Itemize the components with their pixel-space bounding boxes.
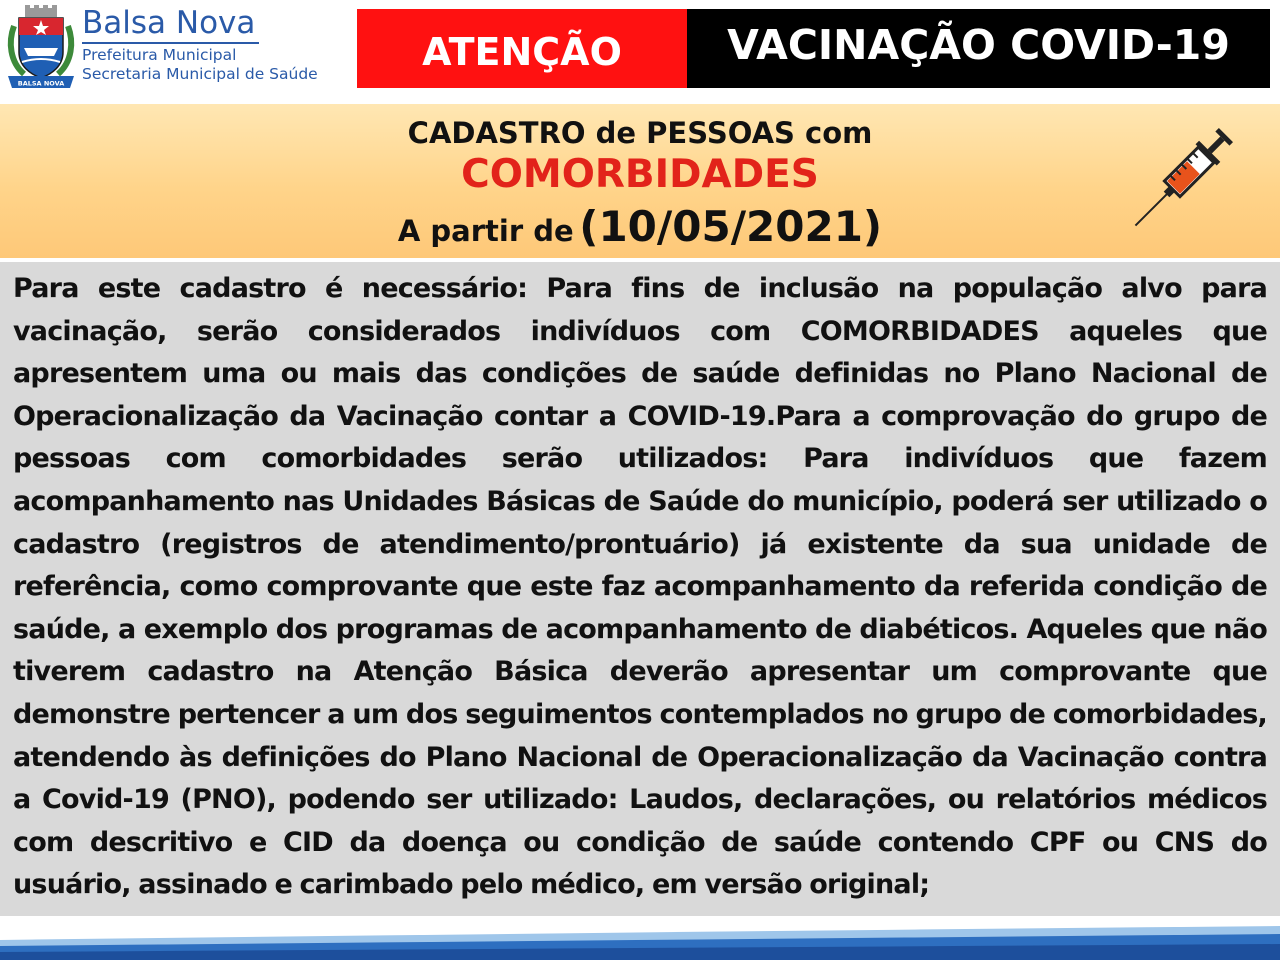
organization-subtitle: Prefeitura Municipal [82, 46, 237, 64]
organization-name: Balsa Nova [82, 4, 259, 44]
organization-department: Secretaria Municipal de Saúde [82, 65, 318, 83]
title-line-1: CADASTRO de PESSOAS com [407, 116, 873, 150]
title-highlight: COMORBIDADES [461, 152, 819, 197]
title-band [0, 104, 1280, 258]
date-prefix: A partir de [397, 214, 574, 248]
municipal-coat-of-arms-icon [4, 4, 78, 90]
logo-caption: BALSA NOVA [17, 79, 65, 88]
header [0, 0, 1280, 100]
footer-stripes [0, 918, 1280, 960]
syringe-icon [1134, 110, 1250, 228]
alert-banner [357, 9, 1270, 88]
requirements-text: Para este cadastro é necessário: Para fins de inclusão na população alvo para vacinação, serão considerados indivíduos com COMORBIDADES aqueles que apresentem uma ou mais das condições de saúde definidas no Plano Nacional de Operacionalização da Vacinação contar a COVID-19.Para a comprovação do grupo de pessoas com comorbidades serão utilizados: Para indivíduos que fazem acompanhamento nas Unidades Básicas de Saúde do município, poderá ser utilizado o cadastro (registros de atendimento/prontuário) já existente da sua unidade de referência, como comprovante que este faz acompanhamento da referida condição de saúde, a exemplo dos programas de acompanhamento de diabéticos. Aqueles que não tiverem cadastro na Atenção Básica deverão apresentar um comprovante que demonstre pertencer a um dos seguimentos contemplados no grupo de comorbidades, atendendo às definições do Plano Nacional de Operacionalização da Vacinação contra a Covid-19 (PNO), podendo ser utilizado: Laudos, declarações, ou relatórios médicos com descritivo e CID da doença ou condição de saúde contendo CPF ou CNS do usuário, assinado e carimbado pelo médico, em versão original; [13, 273, 1267, 901]
campaign-title: VACINAÇÃO COVID-19 [687, 9, 1270, 88]
footer-wave-decoration [0, 918, 1280, 960]
start-date: (10/05/2021) [579, 202, 883, 251]
title-date-line [0, 202, 1280, 251]
alert-label: ATENÇÃO [357, 9, 687, 88]
requirements-panel [0, 262, 1280, 916]
organization [82, 4, 352, 84]
